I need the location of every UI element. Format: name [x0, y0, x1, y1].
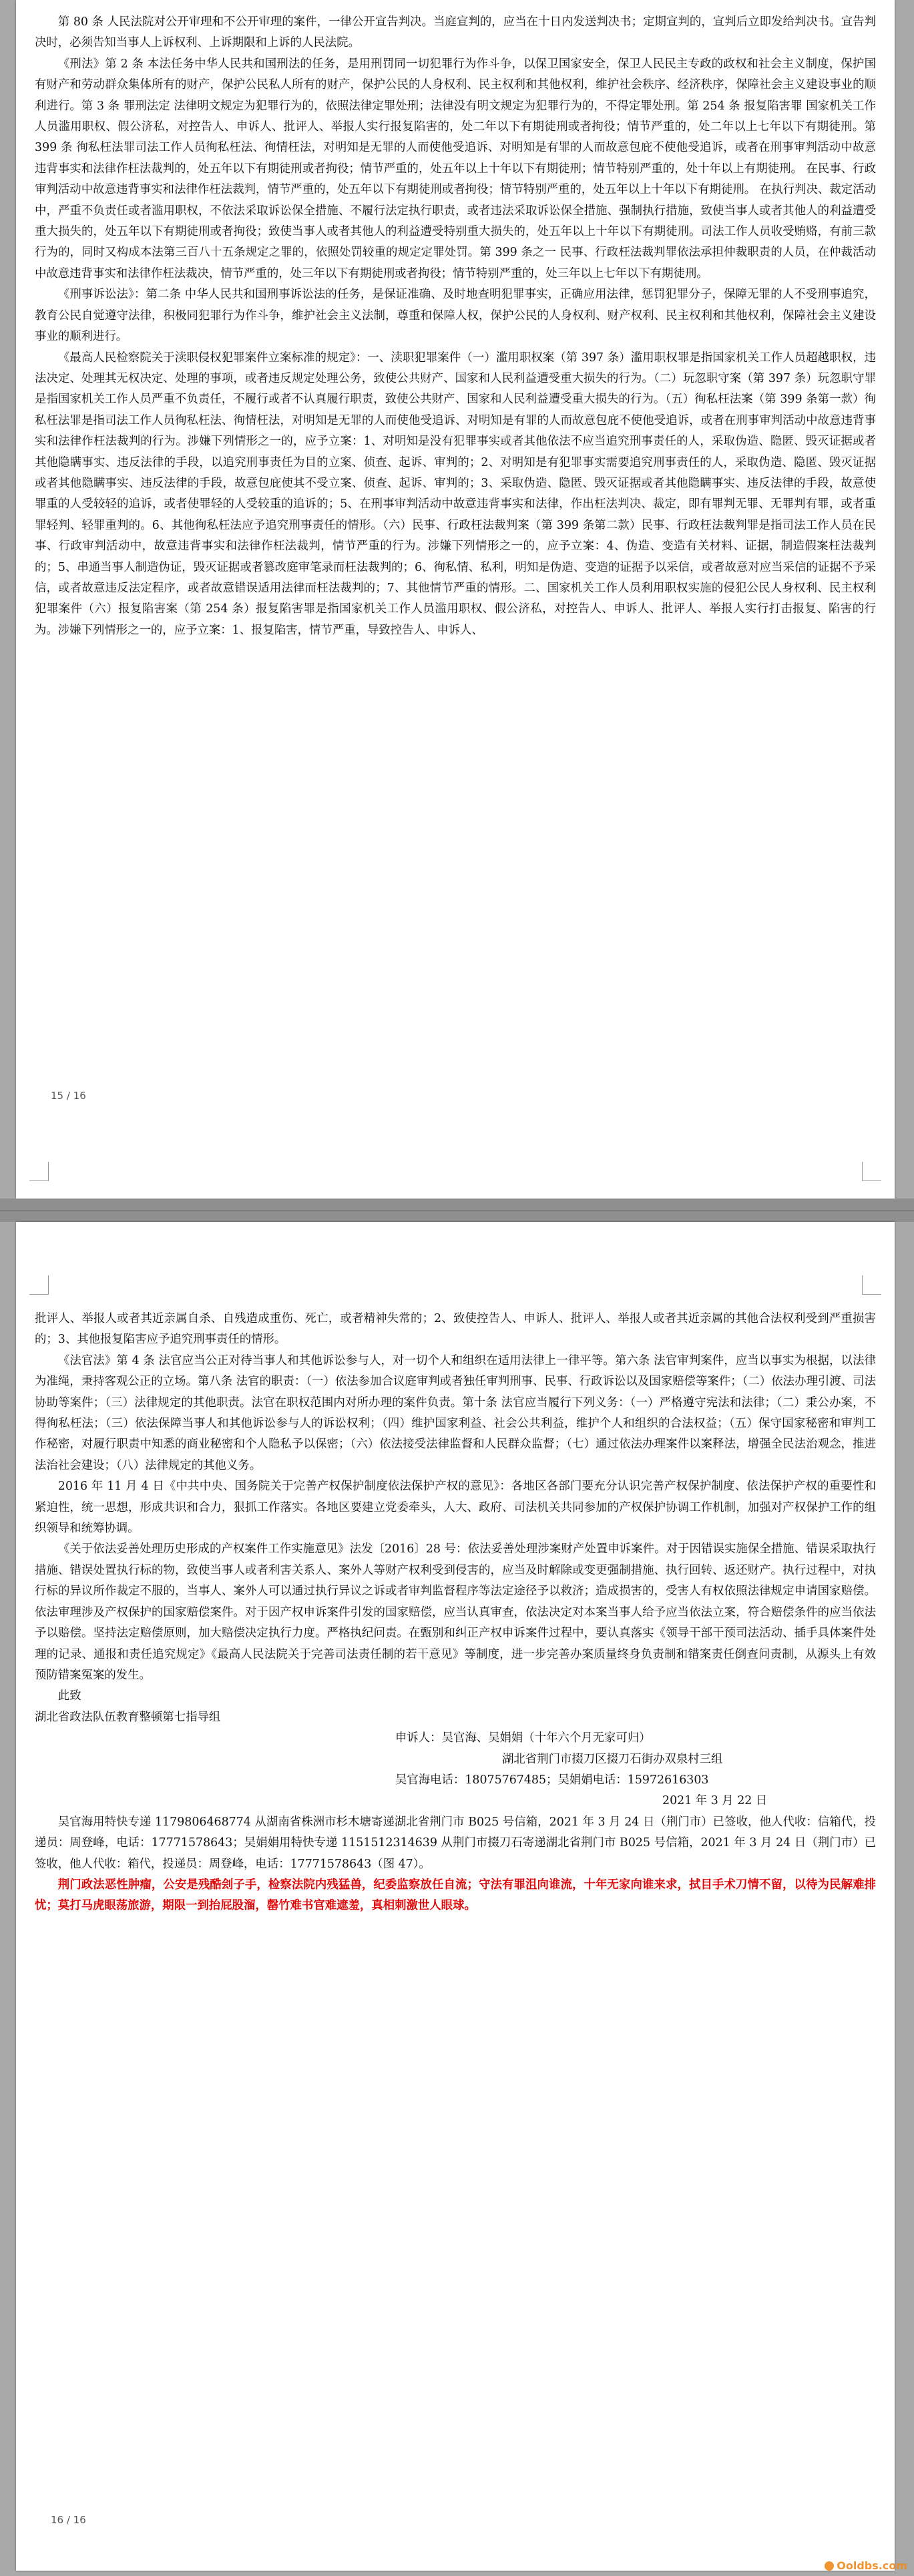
crop-mark [29, 1275, 49, 1295]
document-page-15 [16, 0, 895, 1199]
signature-address: 湖北省荆门市掇刀区掇刀石街办双泉村三组 [502, 1752, 723, 1766]
signature-date: 2021 年 3 月 22 日 [662, 1794, 768, 1808]
paragraph: 《最高人民检察院关于渎职侵权犯罪案件立案标准的规定》：一、渎职犯罪案件（一）滥用职权案（第 397 条）滥用职权罪是指国家机关工作人员超越职权，违法决定、处理其无权决定、处理的事项，或者违反规定处理公务，致使公共财产、国家和人民利益遭受重大损失的行为。（二）玩忽职守案（第 397 条）玩忽职守罪是指国家机关工作人员严重不负责任，不履行或者不认真履行职责，致使公共财产、国家和人民利益遭受重大损失的行为。（五）徇私枉法案（第 399 条第一款）徇私枉法罪是指司法工作人员徇私枉法、徇情枉法，对明知是无罪的人而使他受追诉、对明知是有罪的人而故意包庇不使他受追诉，或者在刑事审判活动中故意违背事实和法律作枉法裁判的行为。涉嫌下列情形之一的，应予立案：1、对明知是没有犯罪事实或者其他依法不应当追究刑事责任的人，采取伪造、隐匿、毁灭证据或者其他隐瞒事实、违反法律的手段，以追究刑事责任为目的立案、侦查、起诉、审判的；2、对明知是有犯罪事实需要追究刑事责任的人，采取伪造、隐匿、毁灭证据或者其他隐瞒事实、违反法律的手段，故意包庇使其不受立案、侦查、起诉、审判的；3、采取伪造、隐匿、毁灭证据或者其他隐瞒事实、违反法律的手段，故意使罪重的人受较轻的追诉，或者使罪轻的人受较重的追诉的；5、在刑事审判活动中故意违背事实和法律，作出枉法判决、裁定，即有罪判无罪、无罪判有罪，或者重罪轻判、轻罪重判的。6、其他徇私枉法应予追究刑事责任的情形。（六）民事、行政枉法裁判案（第 399 条第二款）民事、行政枉法裁判罪是指司法工作人员在民事、行政审判活动中，故意违背事实和法律作枉法裁判，情节严重的行为。涉嫌下列情形之一的，应予立案：4、伪造、变造有关材料、证据，制造假案枉法裁判的；5、串通当事人制造伪证，毁灭证据或者篡改庭审笔录而枉法裁判的；6、徇私情、私利，明知是伪造、变造的证据予以采信，或者故意对应当采信的证据不予采信，或者故意违反法定程序，或者故意错误适用法律而枉法裁判的；7、其他情节严重的情形。二、国家机关工作人员利用职权实施的侵犯公民人身权利、民主权利犯罪案件（六）报复陷害案（第 254 条）报复陷害罪是指国家机关工作人员滥用职权、假公济私，对控告人、申诉人、批评人、举报人实行打击报复、陷害的行为。涉嫌下列情形之一的，应予立案：1、报复陷害，情节严重，导致控告人、申诉人、 [35, 351, 876, 637]
paragraph: 《刑事诉讼法》：第二条 中华人民共和国刑事诉讼法的任务，是保证准确、及时地查明犯罪事实，正确应用法律，惩罚犯罪分子，保障无罪的人不受刑事追究，教育公民自觉遵守法律，积极同犯罪行为作斗争，维护社会主义法制，尊重和保障人权，保护公民的人身权利、财产权利、民主权利和其他权利，保障社会主义建设事业的顺利进行。 [35, 288, 876, 344]
paragraph: 批评人、举报人或者其近亲属自杀、自残造成重伤、死亡，或者精神失常的；2、致使控告人、申诉人、批评人、举报人或者其近亲属的其他合法权利受到严重损害的；3、其他报复陷害应予追究刑事责任的情形。 [35, 1312, 876, 1347]
page-number: 16 / 16 [51, 2514, 86, 2526]
crop-mark [29, 1162, 49, 1181]
crop-mark [862, 1162, 881, 1181]
watermark-logo-icon [825, 2561, 834, 2571]
document-page-16 [16, 1222, 895, 2571]
crop-mark [862, 1275, 881, 1295]
page-number: 15 / 16 [51, 1090, 86, 1102]
paragraph: 吴官海用特快专递 1179806468774 从湖南省株洲市杉木塘寄递湖北省荆门市 B025 号信箱，2021 年 3 月 24 日（荆门市）已签收，他人代收：信箱代，投递员：周登峰，电话：17771578643；吴娟娟用特快专递 1151512314639 从荆门市掇刀石寄递湖北省荆门市 B025 号信箱，2021 年 3 月 24 日（荆门市）已签收，他人代收：箱代，投递员：周登峰，电话：17771578643（图 47）。 [35, 1815, 876, 1871]
paragraph: 2016 年 11 月 4 日《中共中央、国务院关于完善产权保护制度依法保护产权的意见》：各地区各部门要充分认识完善产权保护制度、依法保护产权的重要性和紧迫性，统一思想，形成共识和合力，狠抓工作落实。各地区要建立党委牵头，人大、政府、司法机关共同参加的产权保护协调工作机制，加强对产权保护工作的组织领导和统筹协调。 [35, 1480, 876, 1536]
paragraph: 《刑法》第 2 条 本法任务中华人民共和国刑法的任务，是用刑罚同一切犯罪行为作斗争，以保卫国家安全，保卫人民民主专政的政权和社会主义制度，保护国有财产和劳动群众集体所有的财产，保护公民私人所有的财产，保护公民的人身权利、民主权利和其他权利，维护社会秩序、经济秩序，保障社会主义建设事业的顺利进行。第 3 条 罪刑法定 法律明文规定为犯罪行为的，依照法律定罪处刑；法律没有明文规定为犯罪行为的，不得定罪处刑。第 254 条 报复陷害罪 国家机关工作人员滥用职权、假公济私，对控告人、申诉人、批评人、举报人实行报复陷害的，处二年以下有期徒刑或者拘役；情节严重的，处二年以上七年以下有期徒刑。第 399 条 徇私枉法罪司法工作人员徇私枉法、徇情枉法，对明知是无罪的人而使他受追诉、对明知是有罪的人而故意包庇不使他受追诉，或者在刑事审判活动中故意违背事实和法律作枉法裁判的，处五年以下有期徒刑或者拘役；情节严重的，处五年以上十年以下有期徒刑；情节特别严重的，处十年以上有期徒刑。 在民事、行政审判活动中故意违背事实和法律作枉法裁判，情节严重的，处五年以下有期徒刑或者拘役；情节特别严重的，处五年以上十年以下有期徒刑。 在执行判决、裁定活动中，严重不负责任或者滥用职权，不依法采取诉讼保全措施、不履行法定执行职责，或者违法采取诉讼保全措施、强制执行措施，致使当事人或者其他人的利益遭受重大损失的，处五年以下有期徒刑或者拘役；致使当事人或者其他人的利益遭受特别重大损失的，处五年以上十年以下有期徒刑。司法工作人员收受贿赂，有前三款行为的，同时又构成本法第三百八十五条规定之罪的，依照处罚较重的规定定罪处罚。第 399 条之一 民事、行政枉法裁判罪依法承担仲裁职责的人员，在仲裁活动中故意违背事实和法律作枉法裁决，情节严重的，处三年以下有期徒刑或者拘役；情节特别严重的，处三年以上七年以下有期徒刑。 [35, 57, 876, 280]
recipient: 湖北省政法队伍教育整顿第七指导组 [35, 1710, 221, 1724]
watermark-text: Ooldbs.com [837, 2559, 907, 2572]
site-watermark [825, 2559, 907, 2572]
signature-phones: 吴官海电话：18075767485；吴娟娟电话：15972616303 [395, 1773, 709, 1787]
page-gap [0, 1199, 914, 1222]
paragraph: 《关于依法妥善处理历史形成的产权案件工作实施意见》法发〔2016〕28 号：依法妥善处理涉案财产处置申诉案件。对于因错误实施保全措施、错误采取执行措施、错误处置执行标的物，致使当事人或者利害关系人、案外人等财产权利受到侵害的，应当及时解除或变更强制措施、执行回转、返还财产。执行过程中，对执行标的异议所作裁定不服的，当事人、案外人可以通过执行异议之诉或者审判监督程序等法定途径予以救济；造成损害的，受害人有权依照法律规定申请国家赔偿。依法审理涉及产权保护的国家赔偿案件。对于因产权申诉案件引发的国家赔偿，应当认真审查，依法决定对本案当事人给予应当依法立案，符合赔偿条件的应当依法予以赔偿。坚持法定赔偿原则，加大赔偿决定执行力度。严格执纪问责。在甄别和纠正产权申诉案件过程中，要认真落实《领导干部干预司法活动、插手具体案件处理的记录、通报和责任追究规定》《最高人民法院关于完善司法责任制的若干意见》等制度，进一步完善办案质量终身负责制和错案责任倒查问责制，从源头上有效预防错案冤案的发生。 [35, 1542, 876, 1682]
page-body [35, 1309, 876, 1917]
closing-salutation: 此致 [57, 1689, 81, 1703]
paragraph: 《法官法》第 4 条 法官应当公正对待当事人和其他诉讼参与人，对一切个人和组织在适用法律上一律平等。第六条 法官审判案件，应当以事实为根据，以法律为准绳，秉持客观公正的立场。第八条 法官的职责：（一）依法参加合议庭审判或者独任审判刑事、民事、行政诉讼以及国家赔偿等案件；（二）依法办理引渡、司法协助等案件；（三）法律规定的其他职责。法官在职权范围内对所办理的案件负责。第十条 法官应当履行下列义务：（一）严格遵守宪法和法律；（二）秉公办案，不得徇私枉法；（三）依法保障当事人和其他诉讼参与人的诉讼权利；（四）维护国家利益、社会公共利益，维护个人和组织的合法权益；（五）保守国家秘密和审判工作秘密，对履行职责中知悉的商业秘密和个人隐私予以保密；（六）依法接受法律监督和人民群众监督；（七）通过依法办理案件以案释法，增强全民法治观念，推进法治社会建设；（八）法律规定的其他义务。 [35, 1353, 876, 1472]
highlighted-paragraph: 荆门政法恶性肿瘤，公安是残酷刽子手，检察法院内残猛兽，纪委监察放任自流；守法有罪沮向谁流，十年无家向谁来求，拭目手术刀情不留，以待为民解难排忧；莫打马虎眼荡旅游，期限一到抬屁股溜，罄竹难书官难遮羞，真相刺激世人眼球。 [35, 1878, 876, 1913]
page-body [35, 12, 876, 641]
paragraph: 第 80 条 人民法院对公开审理和不公开审理的案件，一律公开宣告判决。当庭宣判的，应当在十日内发送判决书；定期宣判的，宣判后立即发给判决书。宣告判决时，必须告知当事人上诉权利、上诉期限和上诉的人民法院。 [35, 15, 876, 50]
signature-petitioner: 申诉人：吴官海、吴娟娟（十年六个月无家可归） [395, 1731, 651, 1745]
